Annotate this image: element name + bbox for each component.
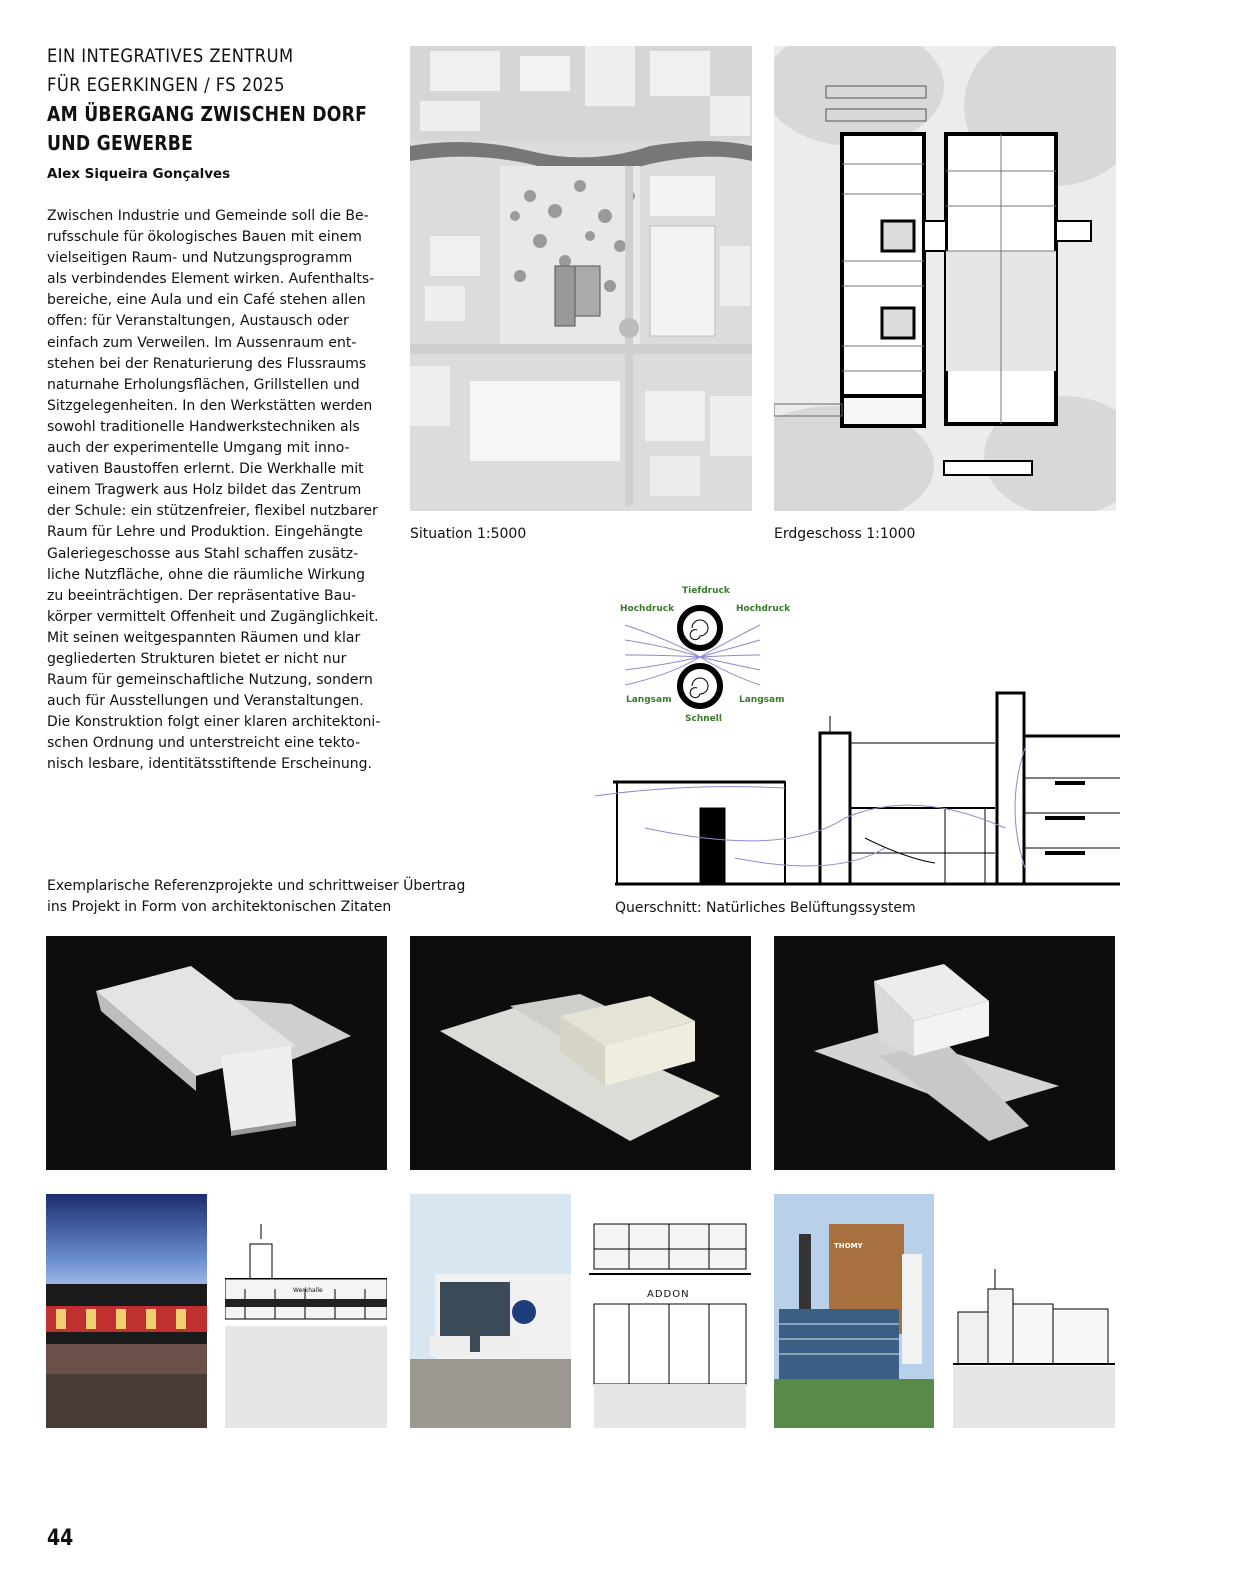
title-line-2: UND GEWERBE <box>47 131 194 155</box>
label-tiefdruck: Tiefdruck <box>682 586 730 596</box>
body-text-line: auch der experimentelle Umgang mit inno- <box>47 440 350 457</box>
model-photo-2 <box>410 936 751 1170</box>
title-line-1: AM ÜBERGANG ZWISCHEN DORF <box>47 102 368 126</box>
header-line-2: FÜR EGERKINGEN / FS 2025 <box>47 74 286 96</box>
reference-drawing-thomy <box>953 1194 1115 1428</box>
model-photo-3 <box>774 936 1115 1170</box>
body-text-line: gegliederten Strukturen bietet er nicht nur <box>47 650 347 667</box>
author-name: Alex Siqueira Gonçalves <box>47 166 231 182</box>
body-text-line: Galeriegeschosse aus Stahl schaffen zusätz- <box>47 545 359 562</box>
body-text-line: körper vermittelt Offenheit und Zugänglichkeit. <box>47 608 379 625</box>
body-text-line: der Schule: ein stützenfreier, flexibel nutzbarer <box>47 503 378 520</box>
sign-thomy: THOMY <box>834 1242 863 1250</box>
body-text-line: stehen bei der Renaturierung des Flussraums <box>47 355 367 372</box>
header-line-1: EIN INTEGRATIVES ZENTRUM <box>47 45 294 67</box>
reference-photo-thomy <box>774 1194 934 1428</box>
ground-floor-plan <box>774 46 1116 511</box>
body-text-line: einfach zum Verweilen. Im Aussenraum ent- <box>47 334 357 351</box>
label-hochdruck-left: Hochdruck <box>620 604 675 614</box>
body-text-line: als verbindendes Element wirken. Aufenthalts- <box>47 271 375 288</box>
reference-drawing-addon <box>589 1194 751 1428</box>
body-text-line: Zwischen Industrie und Gemeinde soll die Be- <box>47 208 369 224</box>
body-text <box>47 206 397 776</box>
body-text-line: bereiche, eine Aula und ein Café stehen allen <box>47 292 366 309</box>
caption-referenz-line-2: ins Projekt in Form von architektonischen Zitaten <box>47 899 392 915</box>
body-text-line: schen Ordnung und unterstreicht eine tekto- <box>47 735 361 752</box>
body-text-line: Raum für gemeinschaftliche Nutzung, sondern <box>47 672 373 689</box>
body-text-line: sowohl traditionelle Handwerkstechniken als <box>47 418 360 435</box>
sign-addon: ADDON <box>647 1289 690 1300</box>
body-text-line: Sitzgelegenheiten. In den Werkstätten werden <box>47 397 373 414</box>
caption-referenz-line-1: Exemplarische Referenzprojekte und schrittweiser Übertrag <box>47 878 466 894</box>
body-text-line: Die Konstruktion folgt einer klaren architektoni- <box>47 714 381 731</box>
caption-querschnitt: Querschnitt: Natürliches Belüftungssystem <box>615 900 916 916</box>
reference-photo-werkhalle <box>46 1194 207 1428</box>
label-hochdruck-right: Hochdruck <box>736 604 791 614</box>
situation-plan <box>410 46 752 511</box>
reference-photo-showroom <box>410 1194 571 1428</box>
page-number: 44 <box>47 1526 74 1551</box>
body-text-line: Raum für Lehre und Produktion. Eingehängte <box>47 524 363 541</box>
caption-erdgeschoss: Erdgeschoss 1:1000 <box>774 526 916 542</box>
caption-situation: Situation 1:5000 <box>410 526 527 542</box>
body-text-line: auch für Ausstellungen und Veranstaltungen. <box>47 693 364 710</box>
body-text-line: einem Tragwerk aus Holz bildet das Zentrum <box>47 482 362 499</box>
body-text-line: naturnahe Erholungsflächen, Grillstellen und <box>47 376 360 393</box>
model-photo-1 <box>46 936 387 1170</box>
cross-section-drawing <box>585 688 1120 888</box>
body-text-line: zu beeinträchtigen. Der repräsentative Bau- <box>47 587 357 604</box>
reference-drawing-werkhalle <box>225 1194 387 1428</box>
sign-werkhalle: Werkhalle <box>293 1287 323 1294</box>
body-text-line: rufsschule für ökologisches Bauen mit einem <box>47 229 362 246</box>
label-langsam-left: Langsam <box>626 695 672 705</box>
label-schnell: Schnell <box>685 714 722 724</box>
body-text-line: nisch lesbare, identitätsstiftende Erscheinung. <box>47 756 373 773</box>
body-text-line: Mit seinen weitgespannten Räumen und klar <box>47 629 361 646</box>
label-langsam-right: Langsam <box>739 695 785 705</box>
body-text-line: vativen Baustoffen erlernt. Die Werkhalle mit <box>47 461 364 478</box>
body-text-line: vielseitigen Raum- und Nutzungsprogramm <box>47 250 353 267</box>
body-text-line: liche Nutzfläche, ohne die räumliche Wirkung <box>47 566 366 583</box>
body-text-line: offen: für Veranstaltungen, Austausch oder <box>47 313 349 330</box>
